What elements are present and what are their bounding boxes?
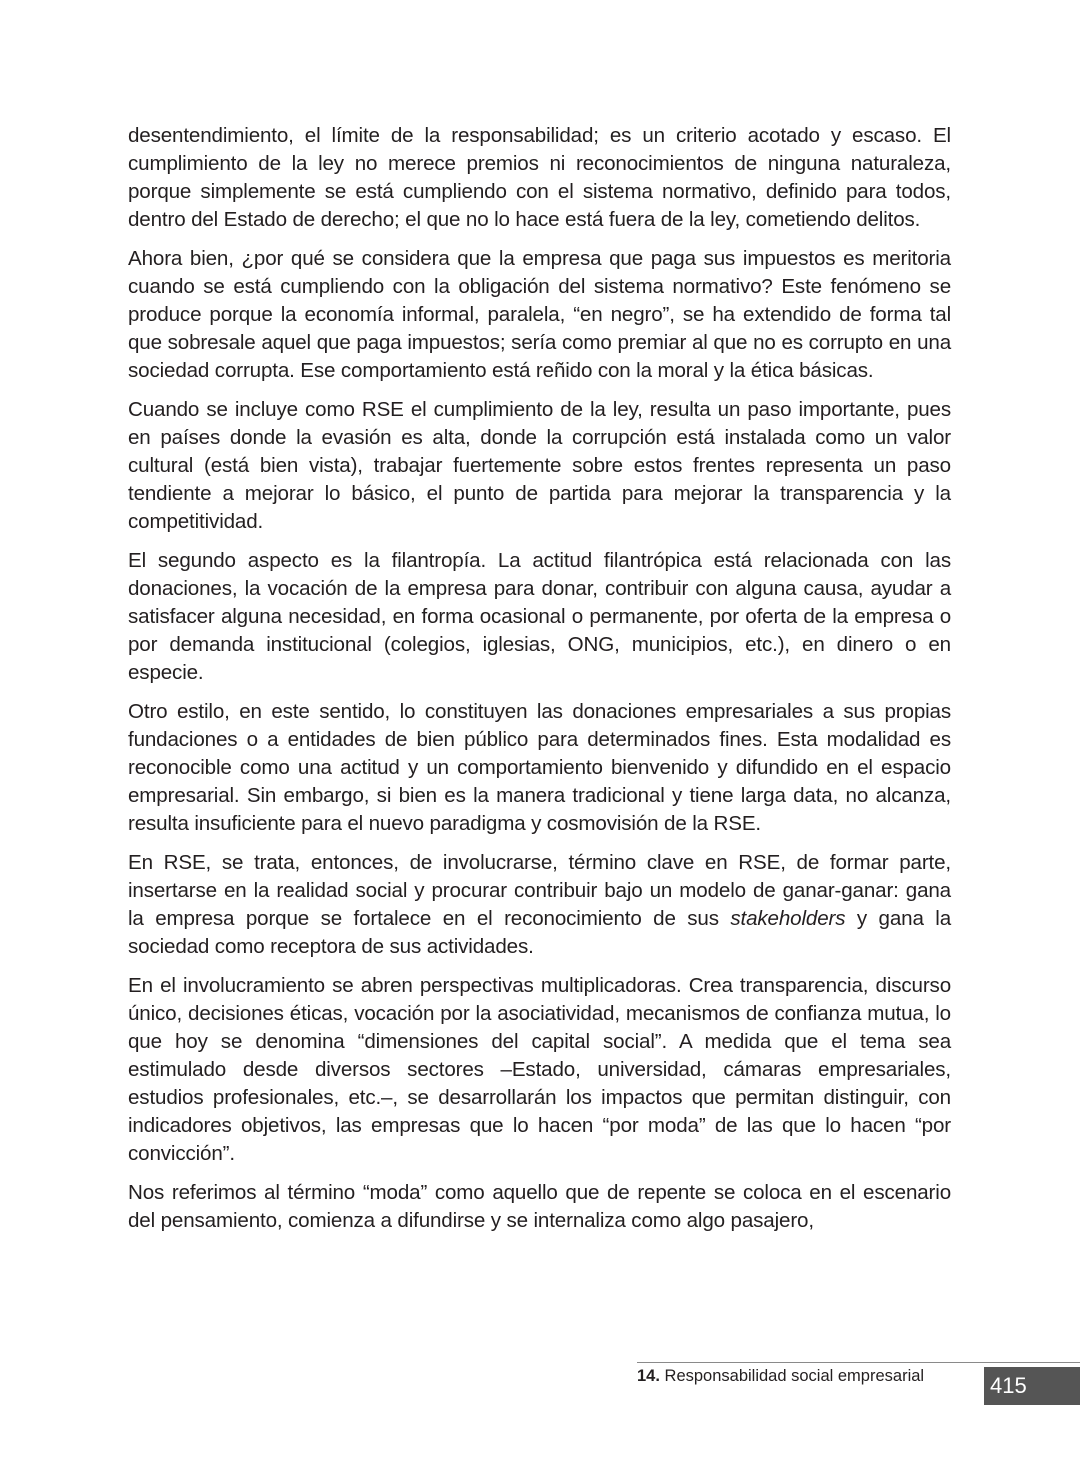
paragraph-8: Nos referimos al término “moda” como aquello que de repente se coloca en el escenario del pensamiento, comienza a difundirse y se internaliza como algo pasajero, xyxy=(128,1181,951,1232)
running-footer xyxy=(637,1366,924,1386)
paragraph-6-text-after: y gana la sociedad como receptora de sus actividades. xyxy=(128,907,952,958)
paragraph-4: El segundo aspecto es la filantropía. La actitud filantrópica está relacionada con las donaciones, la vocación de la empresa para donar, contribuir con alguna causa, ayudar a satisfacer alguna necesidad, en forma ocasional o permanente, por oferta de la empresa o por demanda institucional (colegios, iglesias, ONG, municipios, etc.), en dinero o en especie. xyxy=(128,549,951,684)
paragraph-3: Cuando se incluye como RSE el cumplimiento de la ley, resulta un paso importante, pues en países donde la evasión es alta, donde la corrupción está instalada como un valor cultural (está bien vista), trabajar fuertemente sobre estos frentes representa un paso tendiente a mejorar lo básico, el punto de partida para mejorar la transparencia y la competitividad. xyxy=(128,398,951,533)
paragraph-1: desentendimiento, el límite de la responsabilidad; es un criterio acotado y escaso. El cumplimiento de la ley no merece premios ni reconocimientos de ninguna naturaleza, porque simplemente se está cumpliendo con el sistema normativo, definido para todos, dentro del Estado de derecho; el que no lo hace está fuera de la ley, cometiendo delitos. xyxy=(128,124,951,231)
paragraph-7: En el involucramiento se abren perspectivas multiplicadoras. Crea transparencia, discurso único, decisiones éticas, vocación por la asociatividad, mecanismos de confianza mutua, lo que hoy se denomina “dimensiones del capital social”. A medida que el tema sea estimulado desde diversos sectores –Estado, universidad, cámaras empresariales, estudios profesionales, etc.–, se desarrollarán los impactos que permitan distinguir, con indicadores objetivos, las empresas que lo hacen “por moda” de las que lo hacen “por convicción”. xyxy=(128,974,951,1165)
page-body xyxy=(128,122,951,1246)
page-number: 415 xyxy=(984,1367,1080,1405)
stakeholders-term: stakeholders xyxy=(730,907,846,930)
paragraph-5: Otro estilo, en este sentido, lo constituyen las donaciones empresariales a sus propias fundaciones o a entidades de bien público para determinados fines. Esta modalidad es reconocible como una actitud y un comportamiento bienvenido y difundido en el espacio empresarial. Sin embargo, si bien es la manera tradicional y tiene larga data, no alcanza, resulta insuficiente para el nuevo paradigma y cosmovisión de la RSE. xyxy=(128,700,951,835)
paragraph-6-text-before: En RSE, se trata, entonces, de involucrarse, término clave en RSE, de formar parte, insertarse en la realidad social y procurar contribuir bajo un modelo de ganar-ganar: gana la empresa porque se fortalece en el reconocimiento de sus xyxy=(128,851,951,930)
chapter-number: 14. xyxy=(637,1367,660,1385)
chapter-title: Responsabilidad social empresarial xyxy=(659,1367,925,1385)
paragraph-2: Ahora bien, ¿por qué se considera que la empresa que paga sus impuestos es meritoria cuando se está cumpliendo con la obligación del sistema normativo? Este fenómeno se produce porque la economía informal, paralela, “en negro”, se ha extendido de forma tal que sobresale aquel que paga impuestos; sería como premiar al que no es corrupto en una sociedad corrupta. Ese comportamiento está reñido con la moral y la ética básicas. xyxy=(128,247,951,382)
paragraph-6 xyxy=(128,849,951,961)
footer-divider xyxy=(637,1362,1080,1363)
